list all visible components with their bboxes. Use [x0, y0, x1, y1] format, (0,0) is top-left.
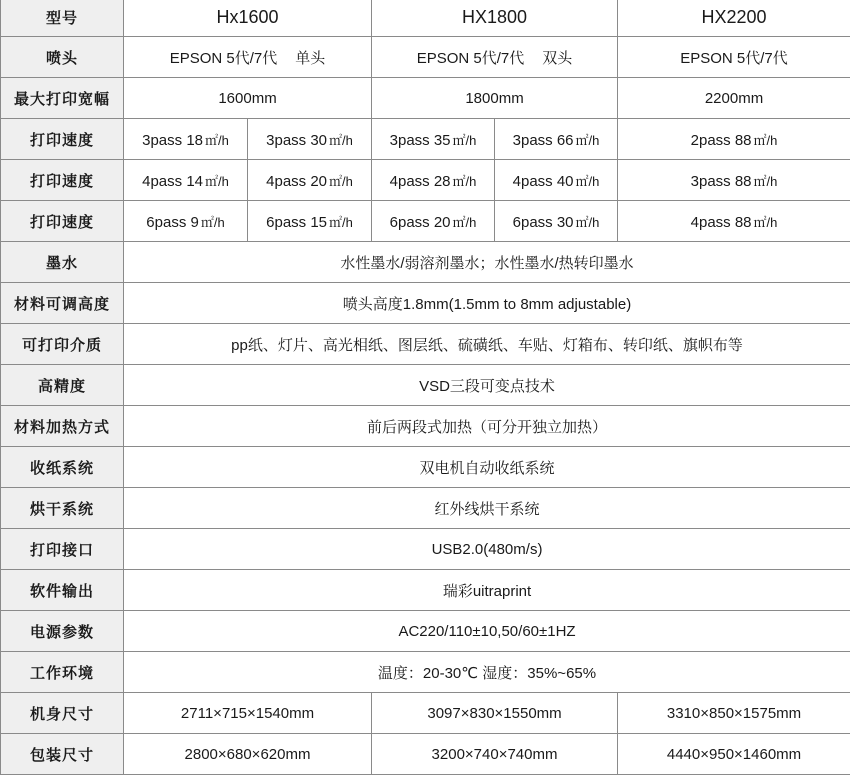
speed-label: 打印速度: [1, 160, 124, 201]
nozzle-hx1600: [124, 37, 372, 78]
speed-cell: [124, 160, 248, 201]
environment-row: [1, 652, 850, 693]
speed-value: 4pass 40: [513, 173, 574, 190]
nozzle-label: 喷头: [1, 37, 124, 78]
max-width-label: 最大打印宽幅: [1, 78, 124, 119]
speed-unit: ㎡/h: [329, 133, 353, 148]
speed-value: 3pass 18: [142, 132, 203, 149]
takeup-row: [1, 447, 850, 488]
speed-cell: [495, 201, 618, 242]
speed-unit: ㎡/h: [453, 215, 477, 230]
speed-value: 3pass 35: [390, 132, 451, 149]
precision-label: 高精度: [1, 365, 124, 406]
speed-value: 6pass 15: [266, 214, 327, 231]
software-label: 软件输出: [1, 570, 124, 611]
speed-cell: [248, 160, 372, 201]
speed-unit: ㎡/h: [201, 215, 225, 230]
ink-label: 墨水: [1, 242, 124, 283]
speed-unit: ㎡/h: [754, 133, 778, 148]
takeup-value: 双电机自动收纸系统: [124, 447, 850, 488]
speed-value: 4pass 88: [691, 214, 752, 231]
speed-cell: [618, 119, 850, 160]
speed-unit: ㎡/h: [576, 215, 600, 230]
speed-unit: ㎡/h: [205, 133, 229, 148]
speed-cell: [372, 119, 495, 160]
speed-cell: [248, 119, 372, 160]
max-width-row: [1, 78, 850, 119]
interface-label: 打印接口: [1, 529, 124, 570]
speed-cell: [124, 201, 248, 242]
speed-label: 打印速度: [1, 201, 124, 242]
nozzle-hx1800: [372, 37, 618, 78]
media-row: [1, 324, 850, 365]
power-label: 电源参数: [1, 611, 124, 652]
drying-value: 红外线烘干系统: [124, 488, 850, 529]
speed-unit: ㎡/h: [576, 133, 600, 148]
height-value: 喷头高度1.8mm(1.5mm to 8mm adjustable): [124, 283, 850, 324]
speed-cell: [372, 160, 495, 201]
speed-unit: ㎡/h: [205, 174, 229, 189]
precision-row: [1, 365, 850, 406]
model-label: 型号: [1, 0, 124, 37]
dimensions-hx1600: 2711×715×1540mm: [124, 693, 372, 734]
speed-label: 打印速度: [1, 119, 124, 160]
speed-row-1: [1, 119, 850, 160]
nozzle-hx1600-name: EPSON 5代/7代: [170, 50, 278, 67]
speed-value: 2pass 88: [691, 132, 752, 149]
speed-value: 3pass 30: [266, 132, 327, 149]
package-hx1800: 3200×740×740mm: [372, 734, 618, 775]
precision-value: VSD三段可变点技术: [124, 365, 850, 406]
nozzle-hx1800-type: 双头: [542, 50, 572, 67]
max-width-hx1800: 1800mm: [372, 78, 618, 119]
nozzle-hx1800-name: EPSON 5代/7代: [417, 50, 525, 67]
model-header-row: [1, 0, 850, 37]
power-value: AC220/110±10,50/60±1HZ: [124, 611, 850, 652]
interface-row: [1, 529, 850, 570]
nozzle-row: [1, 37, 850, 78]
speed-unit: ㎡/h: [576, 174, 600, 189]
dimensions-label: 机身尺寸: [1, 693, 124, 734]
dimensions-hx2200: 3310×850×1575mm: [618, 693, 850, 734]
drying-label: 烘干系统: [1, 488, 124, 529]
speed-cell: [618, 201, 850, 242]
package-hx1600: 2800×680×620mm: [124, 734, 372, 775]
speed-cell: [495, 119, 618, 160]
speed-value: 6pass 20: [390, 214, 451, 231]
environment-value: 温度：20-30℃ 湿度：35%~65%: [124, 652, 850, 693]
model-hx1600: Hx1600: [124, 0, 372, 37]
speed-unit: ㎡/h: [329, 215, 353, 230]
software-value: 瑞彩uitraprint: [124, 570, 850, 611]
speed-cell: [124, 119, 248, 160]
speed-unit: ㎡/h: [754, 174, 778, 189]
speed-value: 6pass 9: [146, 214, 199, 231]
software-row: [1, 570, 850, 611]
speed-value: 4pass 14: [142, 173, 203, 190]
model-hx2200: HX2200: [618, 0, 850, 37]
package-label: 包装尺寸: [1, 734, 124, 775]
media-value: pp纸、灯片、高光相纸、图层纸、硫磺纸、车贴、灯箱布、转印纸、旗帜布等: [124, 324, 850, 365]
ink-value: 水性墨水/弱溶剂墨水；水性墨水/热转印墨水: [124, 242, 850, 283]
heating-row: [1, 406, 850, 447]
speed-value: 4pass 20: [266, 173, 327, 190]
heating-label: 材料加热方式: [1, 406, 124, 447]
takeup-label: 收纸系统: [1, 447, 124, 488]
speed-cell: [495, 160, 618, 201]
speed-unit: ㎡/h: [754, 215, 778, 230]
speed-row-2: [1, 160, 850, 201]
speed-unit: ㎡/h: [453, 174, 477, 189]
speed-cell: [248, 201, 372, 242]
dimensions-hx1800: 3097×830×1550mm: [372, 693, 618, 734]
speed-cell: [618, 160, 850, 201]
nozzle-hx2200: EPSON 5代/7代: [618, 37, 850, 78]
environment-label: 工作环境: [1, 652, 124, 693]
speed-row-3: [1, 201, 850, 242]
speed-value: 6pass 30: [513, 214, 574, 231]
speed-value: 4pass 28: [390, 173, 451, 190]
model-hx1800: HX1800: [372, 0, 618, 37]
max-width-hx1600: 1600mm: [124, 78, 372, 119]
speed-cell: [372, 201, 495, 242]
package-row: [1, 734, 850, 775]
max-width-hx2200: 2200mm: [618, 78, 850, 119]
speed-unit: ㎡/h: [453, 133, 477, 148]
ink-row: [1, 242, 850, 283]
dimensions-row: [1, 693, 850, 734]
package-hx2200: 4440×950×1460mm: [618, 734, 850, 775]
power-row: [1, 611, 850, 652]
speed-unit: ㎡/h: [329, 174, 353, 189]
drying-row: [1, 488, 850, 529]
height-label: 材料可调高度: [1, 283, 124, 324]
interface-value: USB2.0(480m/s): [124, 529, 850, 570]
nozzle-hx1600-type: 单头: [295, 50, 325, 67]
speed-value: 3pass 88: [691, 173, 752, 190]
heating-value: 前后两段式加热（可分开独立加热）: [124, 406, 850, 447]
speed-value: 3pass 66: [513, 132, 574, 149]
media-label: 可打印介质: [1, 324, 124, 365]
height-row: [1, 283, 850, 324]
